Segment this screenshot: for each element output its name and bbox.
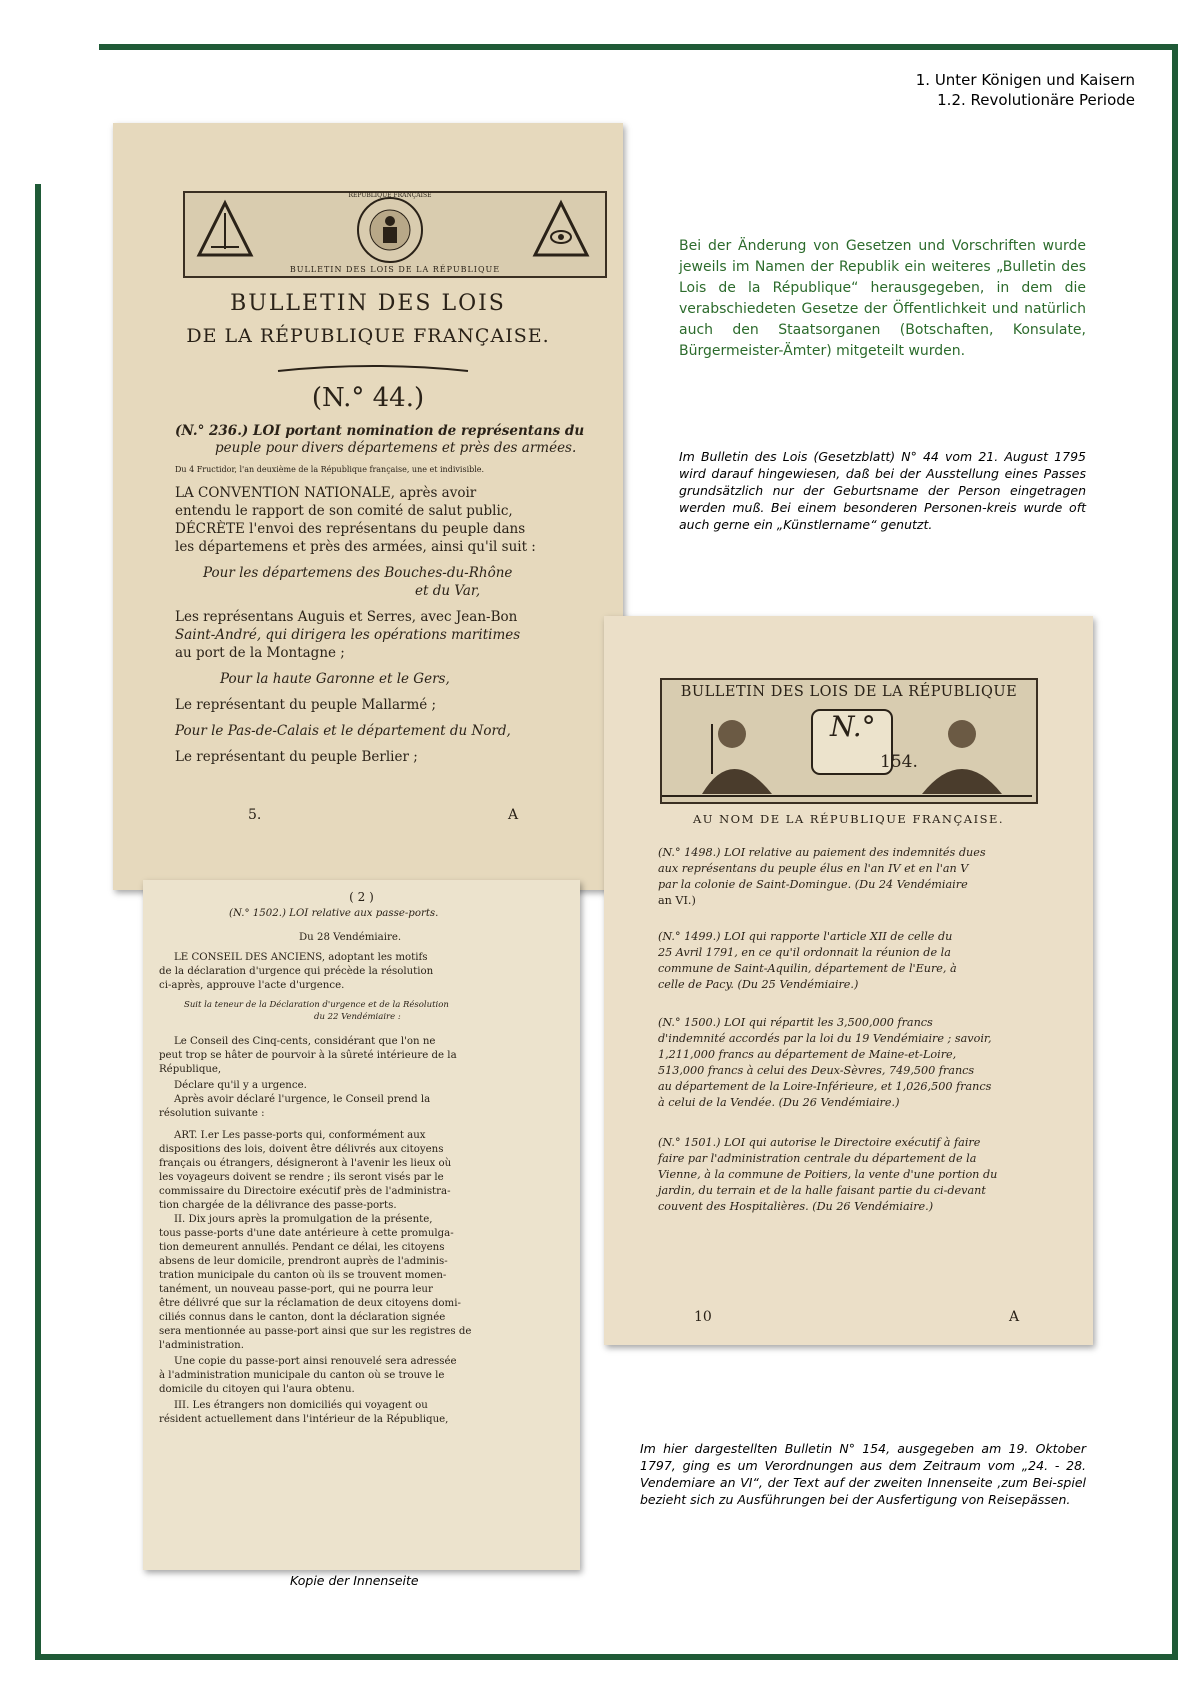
- body-line: tion chargée de la délivrance des passe-ports.: [159, 1200, 397, 1211]
- chapter-heading: [916, 70, 1135, 110]
- ornament-divider: [273, 361, 473, 377]
- body-line: Une copie du passe-port ainsi renouvelé sera adressée: [174, 1356, 457, 1367]
- eye-triangle-emblem: [531, 199, 591, 259]
- body-line: Après avoir déclaré l'urgence, le Conseil prend la: [174, 1094, 431, 1105]
- body-line: Déclare qu'il y a urgence.: [174, 1080, 307, 1091]
- bulletin-154-number: 154.: [880, 752, 918, 772]
- body-line: aux représentans du peuple élus en l'an IV et en l'an V: [658, 862, 969, 875]
- body-line: français ou étrangers, désigneront à l'avenir les lieux où: [159, 1158, 452, 1169]
- body-line: LA CONVENTION NATIONALE, après avoir: [175, 485, 477, 501]
- body-line: (N.° 236.) LOI portant nomination de représentans du: [175, 423, 585, 439]
- body-line: faire par l'administration centrale du département de la: [658, 1152, 977, 1165]
- body-line: peuple pour divers départemens et près des armées.: [215, 440, 577, 456]
- frame-left-border: [35, 184, 41, 1660]
- bulletin-44-title: BULLETIN DES LOIS: [230, 291, 506, 316]
- body-line: par la colonie de Saint-Domingue. (Du 24 Vendémiaire: [658, 878, 968, 891]
- inner-page-number: ( 2 ): [349, 890, 374, 904]
- body-line: (N.° 1499.) LOI qui rapporte l'article XII de celle du: [658, 930, 953, 943]
- note-bulletin-154: Im hier dargestellten Bulletin N° 154, ausgegeben am 19. Oktober 1797, ging es um Verordnungen aus dem Zeitraum vom „24. - 28. Vendemiare an VI“, der Text auf der zweiten Innenseite ‚zum Bei-spiel bezieht sich zu Ausführungen bei der Ausfertigung von Reisepässen.: [640, 1441, 1086, 1507]
- body-line: LE CONSEIL DES ANCIENS, adoptant les motifs: [174, 952, 428, 963]
- body-line: Suit la teneur de la Déclaration d'urgence et de la Résolution: [184, 1000, 449, 1010]
- body-line: tanément, un nouveau passe-port, qui ne pourra leur: [159, 1284, 433, 1295]
- body-line: tous passe-ports d'une date antérieure à cette promulga-: [159, 1228, 454, 1239]
- body-line: Du 4 Fructidor, l'an deuxième de la République française, une et indivisible.: [175, 465, 485, 474]
- bulletin-44-scan: [113, 123, 623, 890]
- body-line: l'administration.: [159, 1340, 244, 1351]
- body-line: celle de Pacy. (Du 25 Vendémiaire.): [658, 978, 859, 991]
- body-line: Du 28 Vendémiaire.: [299, 932, 402, 943]
- body-line: de la déclaration d'urgence qui précède la résolution: [159, 966, 434, 977]
- body-line: 1,211,000 francs au département de Maine-et-Loire,: [658, 1048, 957, 1061]
- body-line: ART. I.er Les passe-ports qui, conformément aux: [174, 1130, 426, 1141]
- body-line: et du Var,: [415, 583, 481, 599]
- body-line: être délivré que sur la réclamation de deux citoyens domi-: [159, 1298, 461, 1309]
- body-line: à l'administration municipale du canton où se trouve le: [159, 1370, 445, 1381]
- body-line: Vienne, à la commune de Poitiers, la vente d'une portion du: [658, 1168, 998, 1181]
- bulletin-44-footer-left: 5.: [248, 807, 262, 823]
- body-line: Pour les départemens des Bouches-du-Rhône: [203, 565, 513, 581]
- body-line: tration municipale du canton où ils se trouvent momen-: [159, 1270, 447, 1281]
- body-line: III. Les étrangers non domiciliés qui voyagent ou: [174, 1400, 428, 1411]
- bulletin-154-header-title: BULLETIN DES LOIS DE LA RÉPUBLIQUE: [680, 684, 1018, 700]
- body-line: couvent des Hospitalières. (Du 26 Vendémiaire.): [658, 1200, 934, 1213]
- body-line: (N.° 1502.) LOI relative aux passe-ports.: [229, 908, 439, 919]
- body-line: au port de la Montagne ;: [175, 645, 345, 661]
- bulletin-154-scan: [604, 616, 1093, 1345]
- body-line: Saint-André, qui dirigera les opérations maritimes: [175, 627, 521, 643]
- body-line: au département de la Loire-Inférieure, et 1,026,500 francs: [658, 1080, 992, 1093]
- body-line: Le représentant du peuple Berlier ;: [175, 749, 418, 765]
- body-line: entendu le rapport de son comité de salut public,: [175, 503, 513, 519]
- bulletin-154-number-label: N.°: [830, 710, 876, 743]
- chapter-line-1: 1. Unter Königen und Kaisern: [915, 71, 1135, 89]
- bulletin-154-subtitle: AU NOM DE LA RÉPUBLIQUE FRANÇAISE.: [692, 812, 1005, 826]
- body-line: II. Dix jours après la promulgation de la présente,: [174, 1214, 433, 1225]
- chapter-line-2: 1.2. Revolutionäre Periode: [937, 91, 1135, 109]
- bulletin-154-footer-left: 10: [694, 1309, 712, 1325]
- body-line: résident actuellement dans l'intérieur de la République,: [159, 1414, 449, 1425]
- body-line: (N.° 1500.) LOI qui répartit les 3,500,000 francs: [658, 1016, 933, 1029]
- body-line: ciliés connus dans le canton, dont la déclaration signée: [159, 1312, 446, 1323]
- body-line: tion demeurent annullés. Pendant ce délai, les citoyens: [159, 1242, 445, 1253]
- inner-page-caption: Kopie der Innenseite: [290, 1573, 419, 1588]
- intro-text: Bei der Änderung von Gesetzen und Vorschriften wurde jeweils im Namen der Republik ein weiteres „Bulletin des Lois de la République“ herausgegeben, in dem die verabschiedeten Gesetze der Öffentlichkeit und natürlich auch den Staatsorganen (Botschaften, Konsulate, Bürgermeister-Ämter) mitgeteilt wurden.: [679, 238, 1086, 359]
- body-line: Pour le Pas-de-Calais et le département du Nord,: [175, 723, 511, 739]
- body-line: commune de Saint-Aquilin, département de l'Eure, à: [658, 962, 957, 975]
- body-line: dispositions des lois, doivent être délivrés aux citoyens: [159, 1144, 444, 1155]
- frame-top-border: [99, 44, 1178, 50]
- body-line: à celui de la Vendée. (Du 26 Vendémiaire.): [658, 1096, 900, 1109]
- bulletin-44-subtitle: DE LA RÉPUBLIQUE FRANÇAISE.: [186, 325, 550, 347]
- body-line: absens de leur domicile, prendront auprès de l'adminis-: [159, 1256, 448, 1267]
- body-line: du 22 Vendémiaire :: [314, 1012, 401, 1022]
- body-line: peut trop se hâter de pourvoir à la sûreté intérieure de la: [159, 1050, 457, 1061]
- body-line: 25 Avril 1791, en ce qu'il ordonnait la réunion de la: [658, 946, 951, 959]
- frame-bottom-border: [35, 1654, 1178, 1660]
- bulletin-154-header: [660, 678, 1038, 804]
- bulletin-44-header-band: [183, 191, 607, 278]
- frame-right-border: [1172, 44, 1178, 1660]
- body-line: Pour la haute Garonne et le Gers,: [220, 671, 450, 687]
- triangle-level-emblem: [195, 199, 255, 259]
- body-line: jardin, du terrain et de la halle faisant partie du ci-devant: [658, 1184, 986, 1197]
- inner-page-scan: [143, 880, 580, 1570]
- body-line: domicile du citoyen qui l'aura obtenu.: [159, 1384, 355, 1395]
- body-line: Le Conseil des Cinq-cents, considérant que l'on ne: [174, 1036, 436, 1047]
- body-line: sera mentionnée au passe-port ainsi que sur les registres de: [159, 1326, 472, 1337]
- body-line: commissaire du Directoire exécutif près de l'administra-: [159, 1186, 451, 1197]
- seal-caption: RÉPUBLIQUE FRANÇAISE: [348, 192, 432, 199]
- bulletin-44-footer-right: A: [508, 807, 519, 823]
- bulletin-154-footer-right: A: [1009, 1309, 1020, 1325]
- body-line: résolution suivante :: [159, 1108, 265, 1119]
- note-bulletin-44: Im Bulletin des Lois (Gesetzblatt) N° 44 vom 21. August 1795 wird darauf hingewiesen, daß bei der Ausstellung eines Passes grundsätzlich nur der Geburtsname der Person eingetragen werden muß. Bei einem besonderen Personen-kreis wurde oft auch gerne ein „Künstlername“ genutzt.: [679, 449, 1086, 532]
- body-line: ci-après, approuve l'acte d'urgence.: [159, 980, 345, 991]
- body-line: République,: [159, 1064, 222, 1075]
- body-line: d'indemnité accordés par la loi du 19 Vendémiaire ; savoir,: [658, 1032, 992, 1045]
- body-line: Le représentant du peuple Mallarmé ;: [175, 697, 437, 713]
- bulletin-44-number: (N.° 44.): [311, 383, 425, 413]
- body-line: (N.° 1498.) LOI relative au paiement des indemnités dues: [658, 846, 986, 859]
- body-line: (N.° 1501.) LOI qui autorise le Directoire exécutif à faire: [658, 1136, 981, 1149]
- body-line: les départemens et près des armées, ainsi qu'il suit :: [175, 539, 536, 555]
- republic-seal-emblem: [335, 195, 445, 265]
- body-line: 513,000 francs à celui des Deux-Sèvres, 749,500 francs: [658, 1064, 975, 1077]
- header-band-caption: BULLETIN DES LOIS DE LA RÉPUBLIQUE: [289, 265, 501, 274]
- body-line: Les représentans Auguis et Serres, avec Jean-Bon: [175, 609, 518, 625]
- body-line: DÉCRÈTE l'envoi des représentans du peuple dans: [175, 521, 526, 537]
- body-line: an VI.): [658, 894, 696, 907]
- body-line: les voyageurs doivent se rendre ; ils seront visés par le: [159, 1172, 444, 1183]
